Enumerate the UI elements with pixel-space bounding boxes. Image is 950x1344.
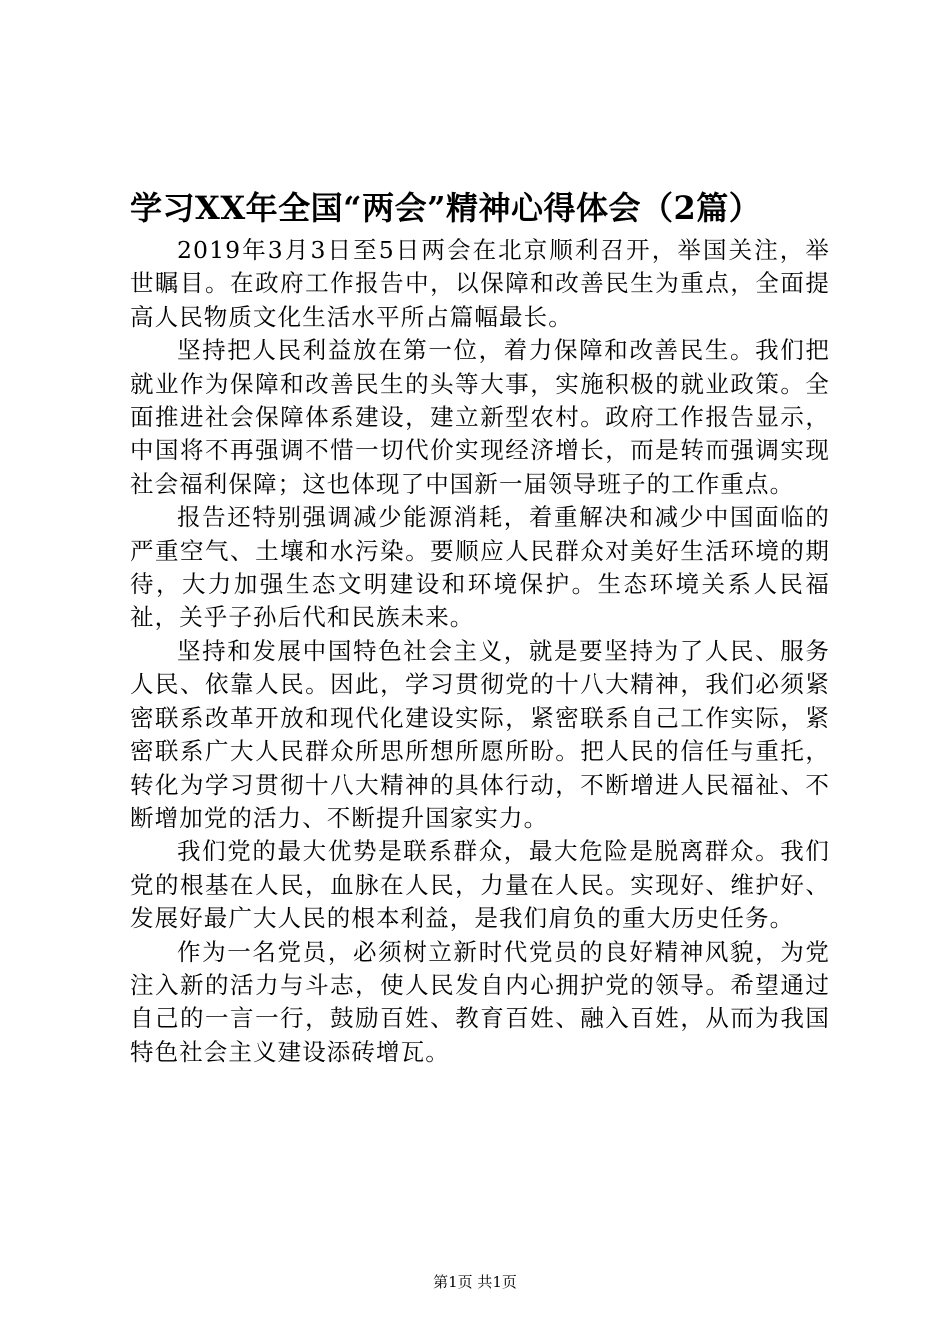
paragraph: 报告还特别强调减少能源消耗，着重解决和减少中国面临的严重空气、土壤和水污染。要顺应人民群众对美好生活环境的期待，大力加强生态文明建设和环境保护。生态环境关系人民福祉，关乎子孙后代和民族未来。 xyxy=(130,503,830,632)
paragraph: 坚持把人民利益放在第一位，着力保障和改善民生。我们把就业作为保障和改善民生的头等大事，实施积极的就业政策。全面推进社会保障体系建设，建立新型农村。政府工作报告显示，中国将不再强调不惜一切代价实现经济增长，而是转而强调实现社会福利保障；这也体现了中国新一届领导班子的工作重点。 xyxy=(130,336,830,498)
page-footer: 第1页 共1页 xyxy=(433,1273,517,1291)
document-body xyxy=(130,234,830,1069)
paragraph: 坚持和发展中国特色社会主义，就是要坚持为了人民、服务人民、依靠人民。因此，学习贯彻党的十八大精神，我们必须紧密联系改革开放和现代化建设实际，紧密联系自己工作实际，紧密联系广大人民群众所思所想所愿所盼。把人民的信任与重托，转化为学习贯彻十八大精神的具体行动，不断增进人民福祉、不断增加党的活力、不断提升国家实力。 xyxy=(130,636,830,832)
paragraph: 我们党的最大优势是联系群众，最大危险是脱离群众。我们党的根基在人民，血脉在人民，力量在人民。实现好、维护好、发展好最广大人民的根本利益，是我们肩负的重大历史任务。 xyxy=(130,837,830,933)
paragraph: 作为一名党员，必须树立新时代党员的良好精神风貌，为党注入新的活力与斗志，使人民发自内心拥护党的领导。希望通过自己的一言一行，鼓励百姓、教育百姓、融入百姓，从而为我国特色社会主义建设添砖增瓦。 xyxy=(130,937,830,1066)
document-title: 学习XX年全国“两会”精神心得体会（2篇） xyxy=(130,189,762,227)
paragraph: 2019年3月3日至5日两会在北京顺利召开，举国关注，举世瞩目。在政府工作报告中，以保障和改善民生为重点，全面提高人民物质文化生活水平所占篇幅最长。 xyxy=(130,236,830,331)
